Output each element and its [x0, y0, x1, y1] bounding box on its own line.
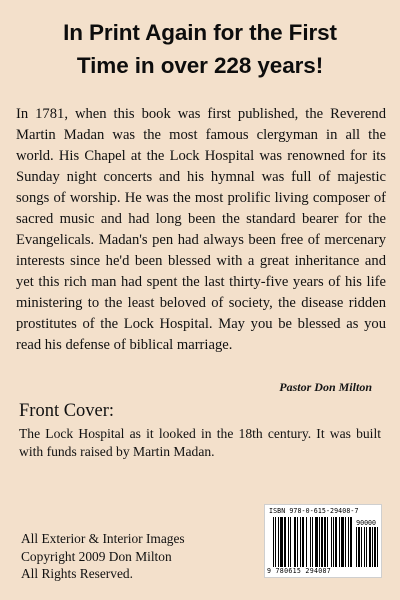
- credits-line-2: Copyright 2009 Don Milton: [21, 548, 172, 564]
- copyright-credits: [21, 530, 185, 583]
- front-cover-heading: Front Cover:: [19, 401, 115, 421]
- headline-line-1: In Print Again for the First: [63, 20, 337, 45]
- author-signature: Pastor Don Milton: [279, 380, 372, 394]
- barcode-digits: 9 780615 294087: [267, 567, 332, 575]
- credits-line-3: All Rights Reserved.: [21, 566, 133, 581]
- front-cover-caption: The Lock Hospital as it looked in the 18th century. It was built with funds raised by Martin Madan.: [19, 426, 381, 459]
- isbn-barcode: [264, 504, 382, 578]
- price-code: 90000: [356, 519, 376, 527]
- headline-line-2: Time in over 228 years!: [76, 53, 324, 78]
- price-barcode-bars-icon: [356, 527, 378, 567]
- book-description: In 1781, when this book was first published, the Reverend Martin Madan was the most famous clergyman in all the world. His Chapel at the Lock Hospital was renowned for its Sunday night concerts and his hymnal was full of majestic songs of worship. He was the most prolific living composer of sacred music and had long been the standard bearer for the Evangelicals. Madan's pen had always been free of mercenary interests since he'd been blessed with a great inheritance and yet this rich man had spent the last thirty-five years of his life ministering to the least beloved of society, the disease ridden prostitutes of the Lock Hospital. May you be blessed as you read his defense of biblical marriage.: [16, 106, 386, 353]
- credits-line-1: All Exterior & Interior Images: [21, 531, 185, 546]
- headline: [10, 16, 390, 82]
- isbn-number: ISBN 978-0-615-29408-7: [269, 507, 359, 515]
- barcode-bars-icon: [273, 517, 353, 567]
